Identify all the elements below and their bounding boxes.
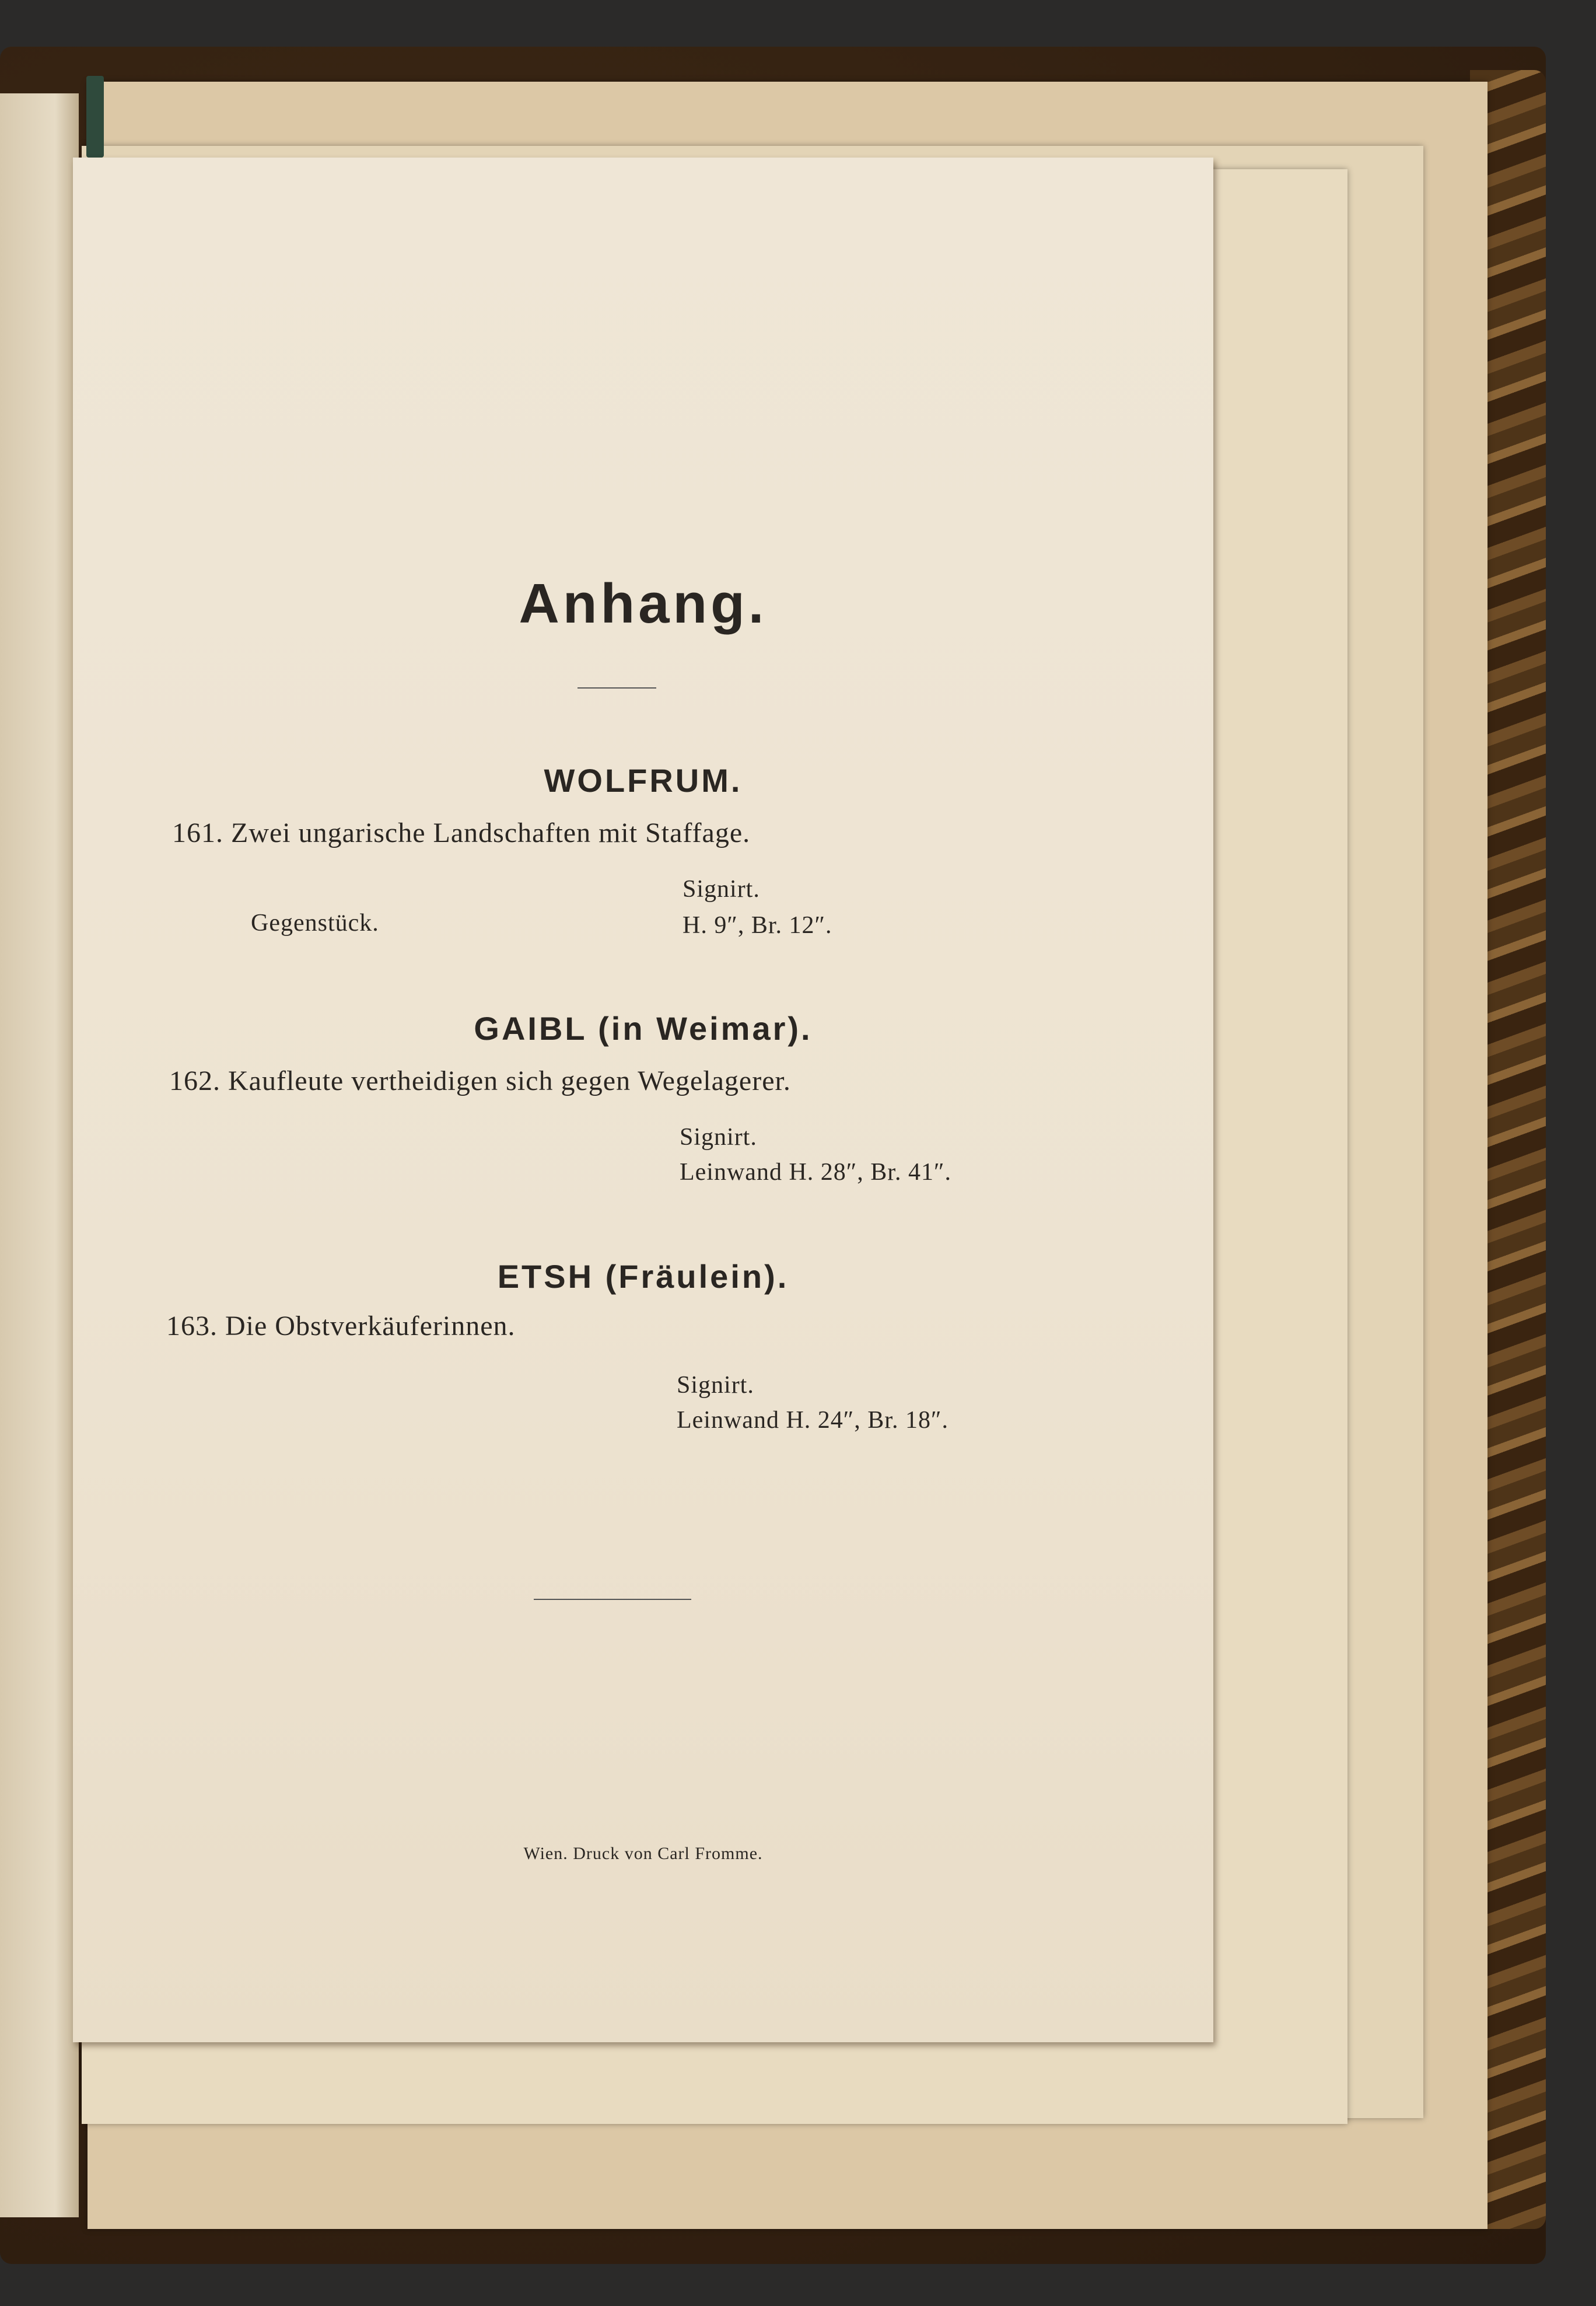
book-page: [73, 158, 1213, 2042]
title-divider: [578, 687, 656, 689]
page-title: Anhang.: [519, 572, 768, 635]
catalog-entry-162: 162. Kaufleute vertheidigen sich gegen Wegelagerer.: [169, 1065, 791, 1096]
bookmark-ribbon: [86, 76, 104, 158]
entry-163-dimensions: Leinwand H. 24″, Br. 18″.: [677, 1407, 949, 1434]
entry-161-signed: Signirt.: [682, 876, 760, 903]
artist-heading-etsh: ETSH (Fräulein).: [497, 1258, 789, 1295]
left-facing-page: [0, 93, 79, 2217]
artist-heading-wolfrum: WOLFRUM.: [544, 762, 743, 799]
entry-162-dimensions: Leinwand H. 28″, Br. 41″.: [680, 1159, 951, 1186]
entry-162-signed: Signirt.: [680, 1124, 757, 1151]
artist-heading-gaibl: GAIBL (in Weimar).: [474, 1010, 813, 1047]
entry-161-note: Gegenstück.: [251, 910, 379, 937]
end-divider: [534, 1599, 691, 1600]
entry-163-signed: Signirt.: [677, 1372, 754, 1399]
printer-imprint: Wien. Druck von Carl Fromme.: [523, 1844, 763, 1863]
entry-161-dimensions: H. 9″, Br. 12″.: [682, 912, 832, 939]
catalog-entry-161: 161. Zwei ungarische Landschaften mit Staffage.: [172, 817, 751, 848]
catalog-entry-163: 163. Die Obstverkäuferinnen.: [166, 1311, 516, 1341]
